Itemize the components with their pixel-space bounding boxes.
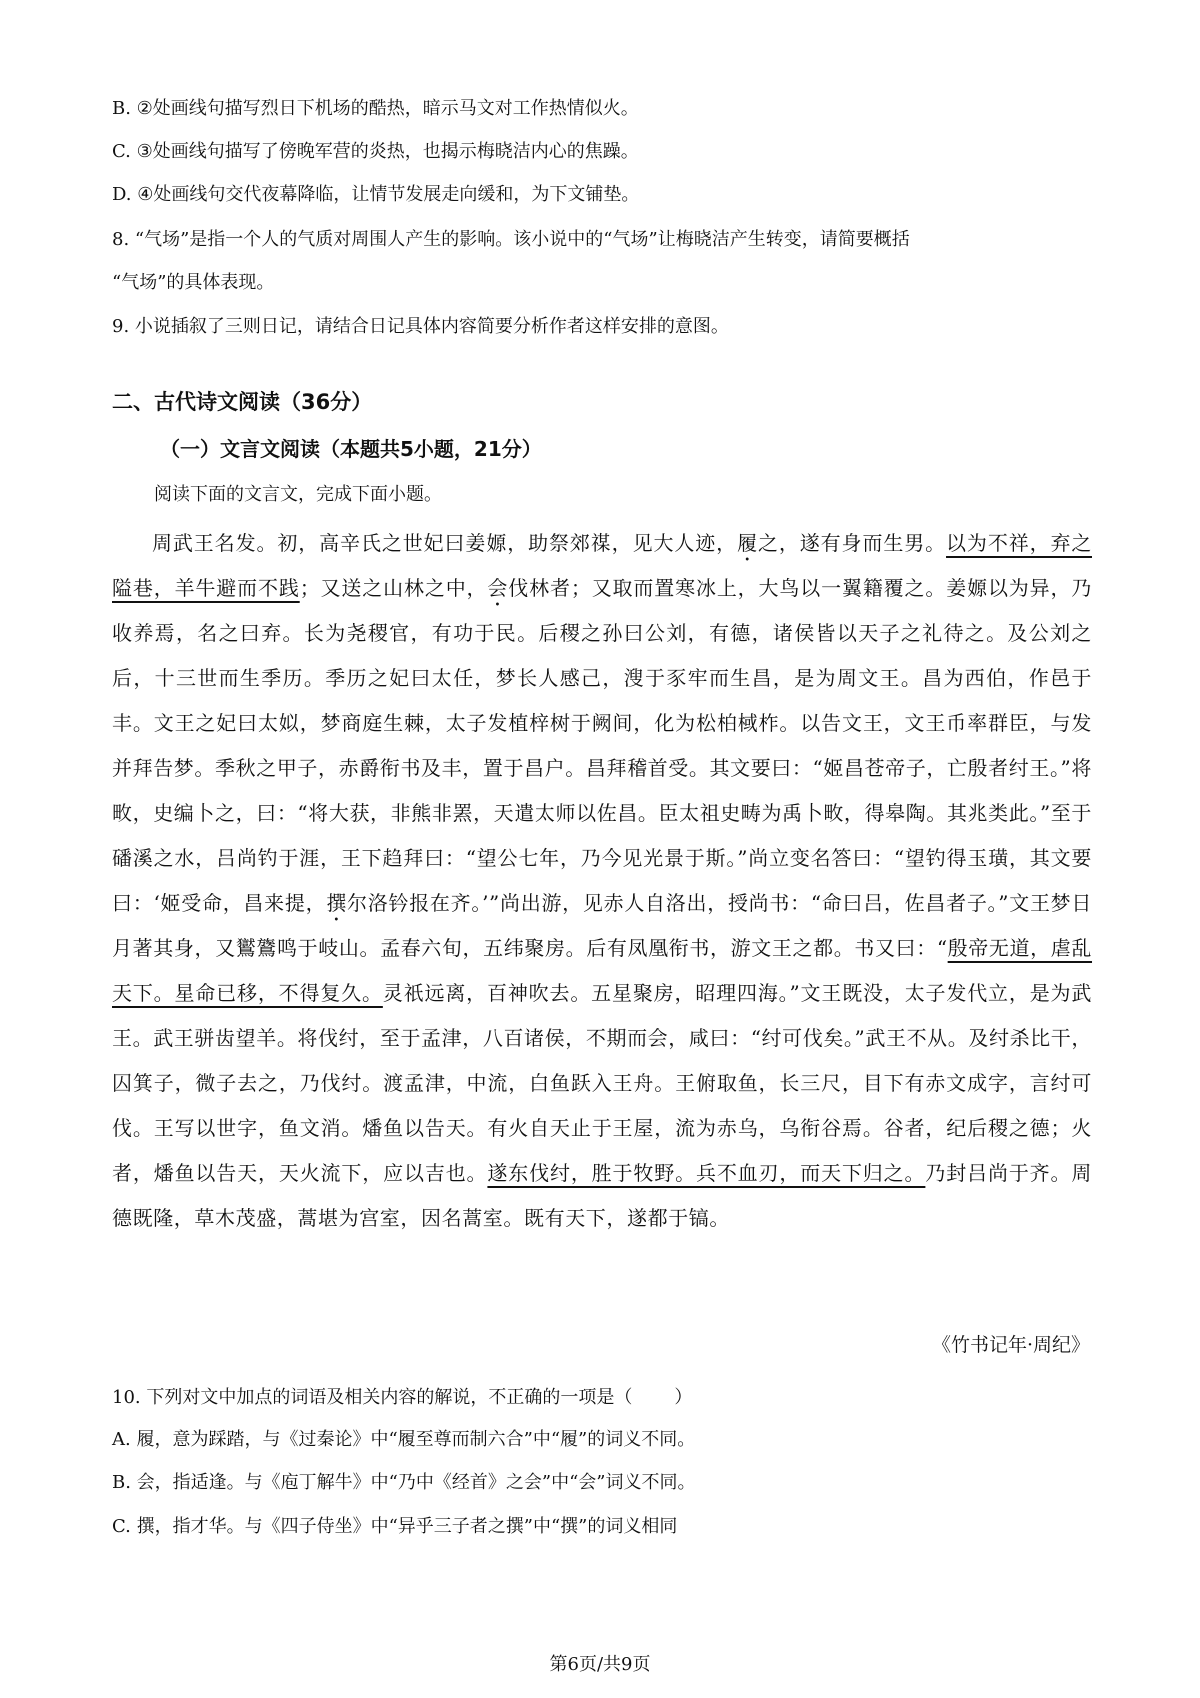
reading-instruction: 阅读下面的文言文，完成下面小题。 — [154, 484, 442, 505]
question-8-line-2: “气场”的具体表现。 — [112, 272, 275, 293]
subsection-title: （一）文言文阅读（本题共5小题，21分） — [160, 437, 542, 461]
question-10-text: 10. 下列对文中加点的词语及相关内容的解说，不正确的一项是（ — [112, 1387, 633, 1408]
passage-source: 《竹书记年·周纪》 — [931, 1334, 1090, 1356]
option-c-prev-question: C. ③处画线句描写了傍晚军营的炎热，也揭示梅晓洁内心的焦躁。 — [112, 141, 639, 162]
option-b-prev-question: B. ②处画线句描写烈日下机场的酷热，暗示马文对工作热情似火。 — [112, 98, 639, 119]
underlined-sentence-1: 以为不祥，弃之隘巷，羊牛避而不践 — [112, 531, 1092, 600]
underlined-sentence-2: 殷帝无道，虐乱天下。星命已移，不得复久。 — [112, 936, 1093, 1005]
option-d-prev-question: D. ④处画线句交代夜幕降临，让情节发展走向缓和，为下文铺垫。 — [112, 184, 640, 205]
passage-text: 乃封吕尚于齐。周德既隆，草木茂盛，蒿堪为宫室，因名蒿室。既有天下，遂都于镐。 — [112, 1161, 1092, 1230]
section-title: 二、古代诗文阅读（36分） — [112, 390, 373, 414]
underlined-sentence-3: 遂东伐纣，胜于牧野。兵不血刃，而天下归之。 — [487, 1161, 926, 1185]
question-8-line-1: 8. “气场”是指一个人的气质对周围人产生的影响。该小说中的“气场”让梅晓洁产生转变，请简要概括 — [112, 229, 910, 250]
option-b: B. 会，指适逢。与《庖丁解牛》中“乃中《经首》之会”中“会”词义不同。 — [112, 1472, 696, 1493]
classical-chinese-passage — [112, 521, 1092, 1241]
passage-paragraph — [112, 521, 1092, 1241]
passage-text: 伐林者；又取而置寒冰上，大鸟以一翼籍覆之。姜嫄以为异，乃收养焉，名之曰弃。长为尧稷官，有功于民。后稷之孙曰公刘，有德，诸侯皆以天子之礼待之。及公刘之后，十三世而生季历。季历之妃曰太任，梦长人感己，溲于豕牢而生昌，是为周文王。昌为西伯，作邑于丰。文王之妃曰太姒，梦商庭生棘，太子发植梓树于阙间，化为松柏棫柞。以告文王，文王币率群臣，与发并拜告梦。季秋之甲子，赤爵衔书及丰，置于昌户。昌拜稽首受。其文要曰：“姬昌苍帝子，亡殷者纣王。”将畋，史编卜之，曰：“将大获，非熊非罴，天遣太师以佐昌。臣太祖史畴为禹卜畋，得皋陶。其兆类此。”至于磻溪之水，吕尚钓于涯，王下趋拜曰：“望公七年，乃今见光景于斯。”尚立变名答曰：“望钓得玉璜，其文要曰：‘姬受命，昌来提， — [112, 576, 1092, 915]
page-footer: 第6页/共9页 — [549, 1654, 651, 1675]
passage-text: 尔洛钤报在齐。’”尚出游，见赤人自洛出，授尚书：“命曰吕，佐昌者子。”文王梦日月著其身，又鸑鷟鸣于岐山。孟春六旬，五纬聚房。后有凤凰衔书，游文王之都。书又曰：“ — [112, 891, 1092, 960]
question-10-stem — [112, 1383, 692, 1409]
option-a: A. 履，意为踩踏，与《过秦论》中“履至尊而制六合”中“履”的词义不同。 — [112, 1429, 696, 1450]
dotted-word-zhuan: 撰 — [326, 891, 348, 915]
question-9: 9. 小说插叙了三则日记，请结合日记具体内容简要分析作者这样安排的意图。 — [112, 316, 729, 337]
passage-text: ；又送之山林之中， — [299, 576, 488, 600]
option-c: C. 撰，指才华。与《四子侍坐》中“异乎三子者之撰”中“撰”的词义相同 — [112, 1516, 678, 1537]
question-10-close-paren: ） — [674, 1387, 693, 1408]
passage-text: 周武王名发。初，高辛氏之世妃曰姜嫄，助祭郊禖，见大人迹， — [152, 531, 738, 555]
passage-text: 灵祇远离，百神吹去。五星聚房，昭理四海。”文王既没，太子发代立，是为武王。武王骈齿望羊。将伐纣，至于孟津，八百诸侯，不期而会，咸曰：“纣可伐矣。”武王不从。及纣杀比干，囚箕子，微子去之，乃伐纣。渡孟津，中流，白鱼跃入王舟。王俯取鱼，长三尺，目下有赤文成字，言纣可伐。王写以世字，鱼文消。燔鱼以告天。有火自天止于王屋，流为赤乌，乌衔谷焉。谷者，纪后稷之德；火者，燔鱼以告天，天火流下，应以吉也。 — [112, 981, 1092, 1185]
passage-text: 之，遂有身而生男。 — [757, 531, 947, 555]
dotted-word-lv: 履 — [737, 531, 758, 555]
dotted-word-hui: 会 — [487, 576, 509, 600]
